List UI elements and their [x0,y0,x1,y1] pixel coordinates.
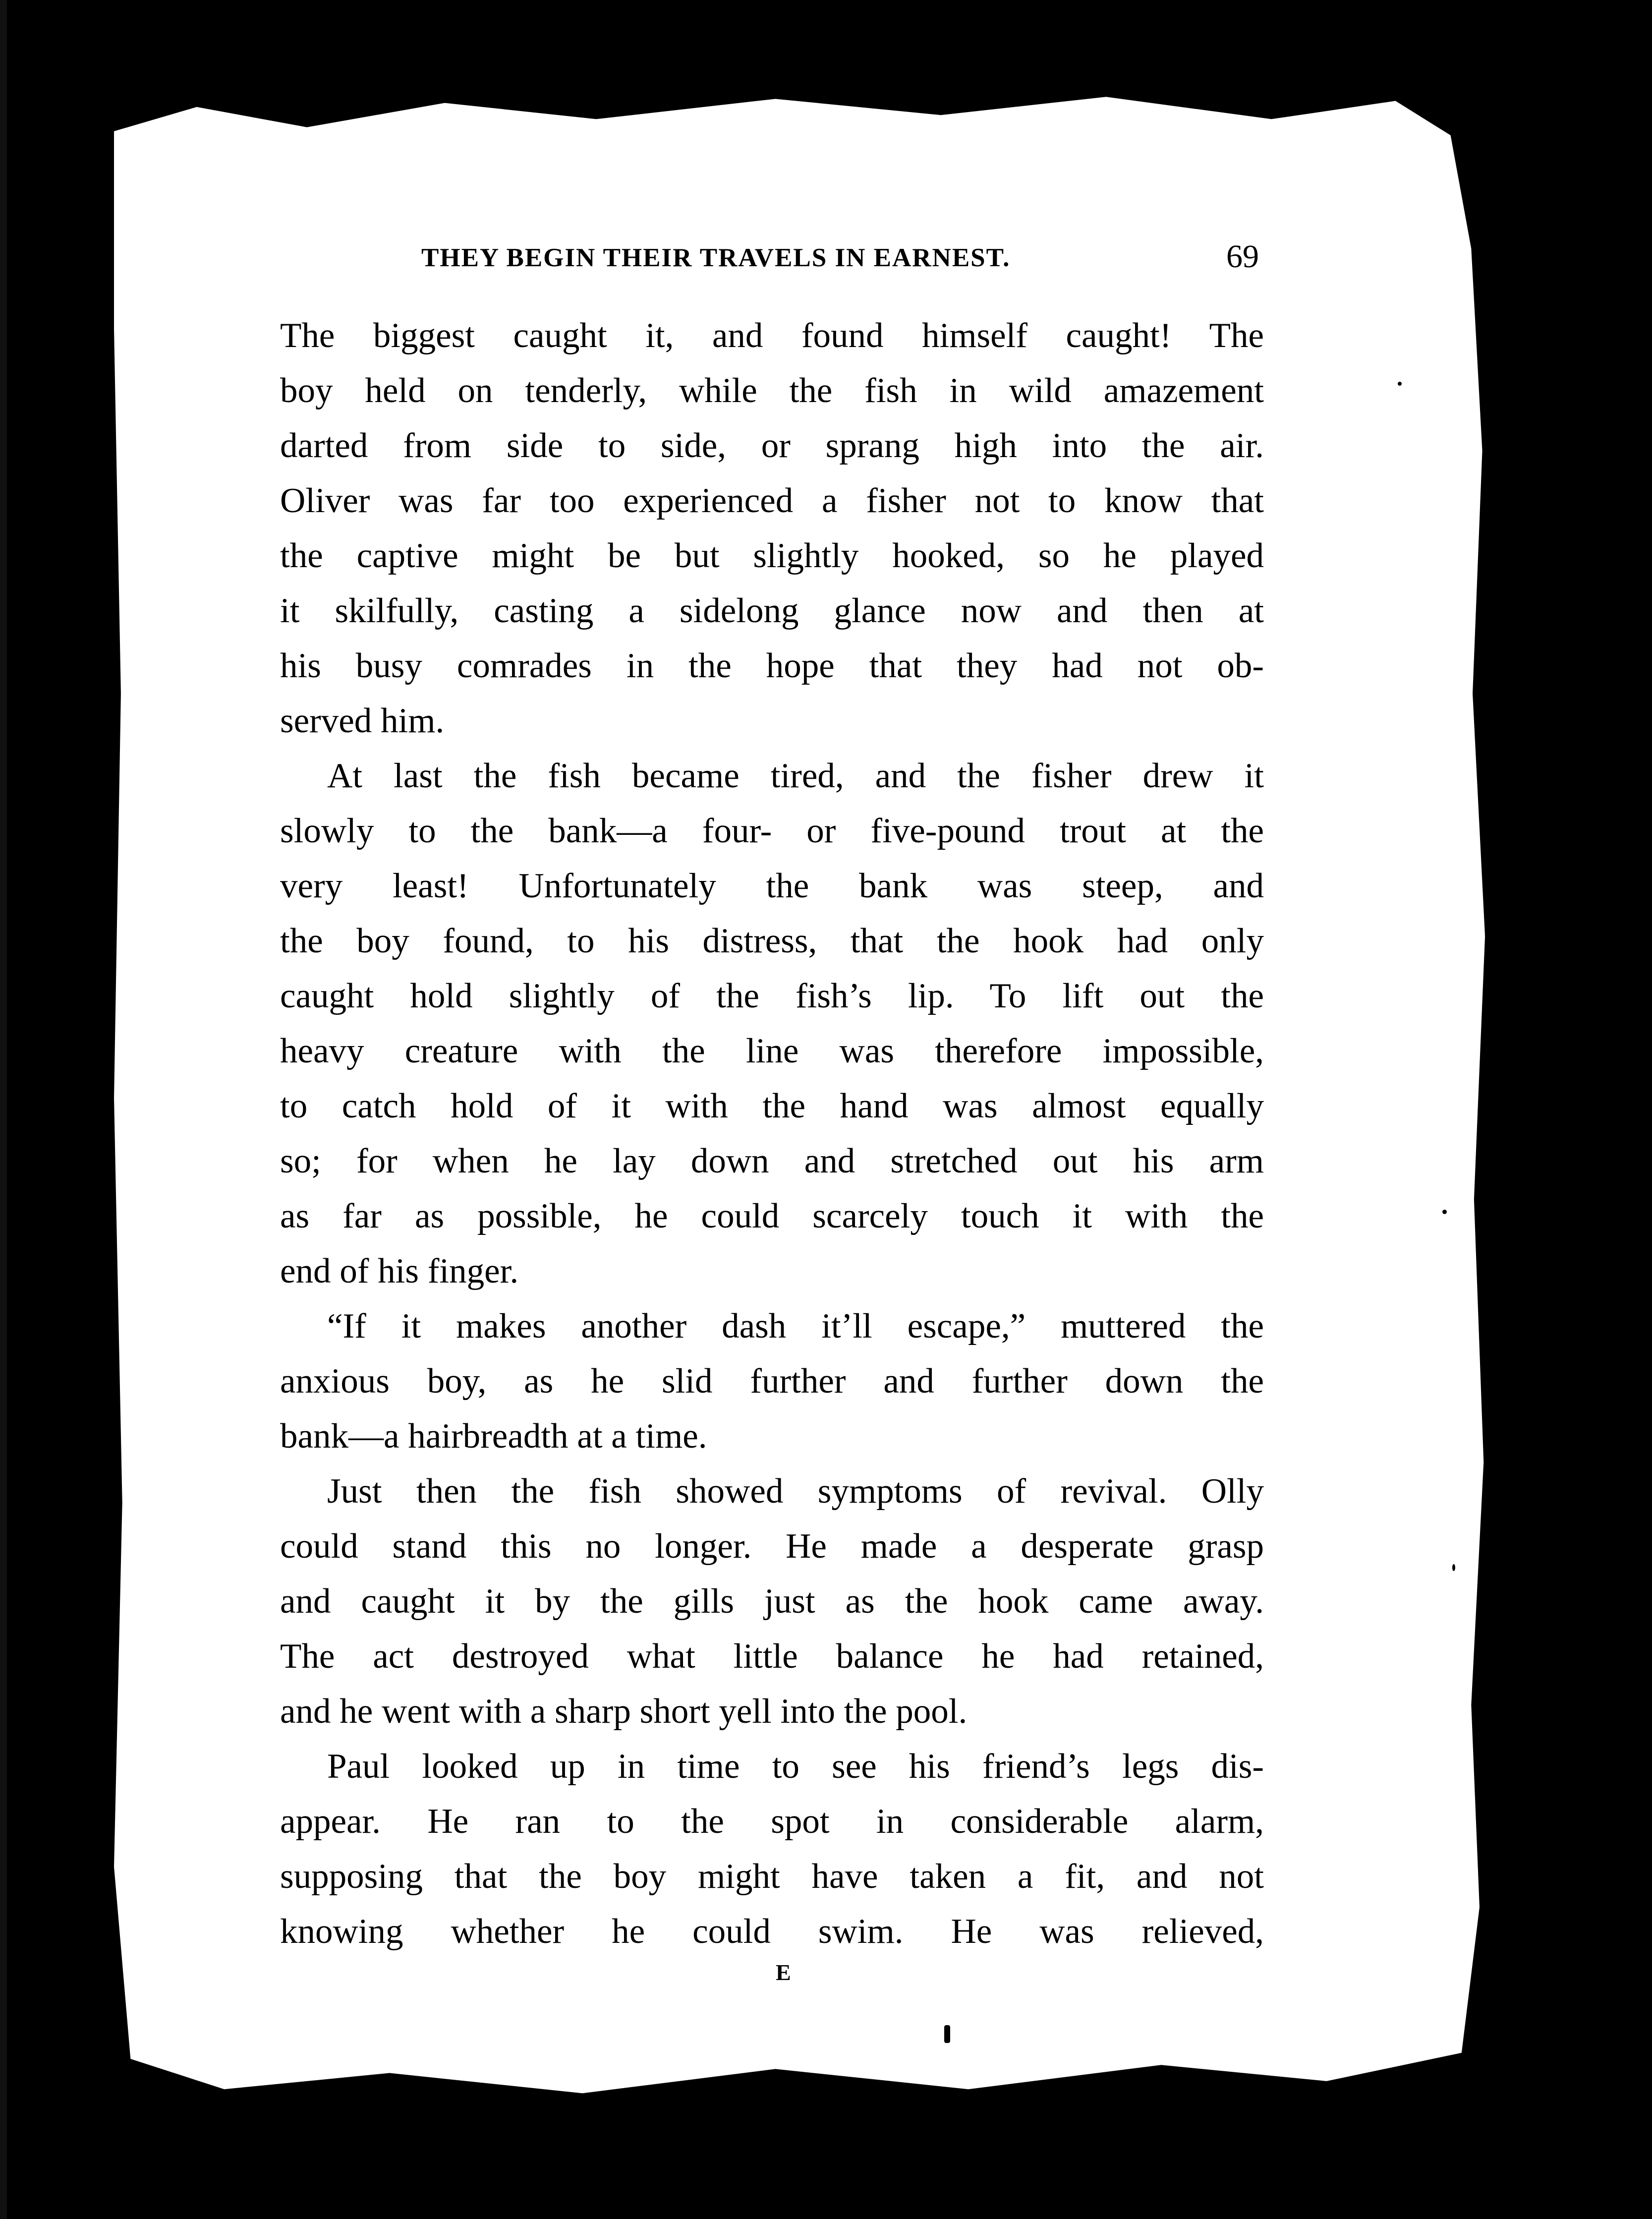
text-line: knowing whether he could swim. He was relieved, [280,1912,1264,1951]
text-line: as far as possible, he could scarcely touch it with the [280,1197,1264,1235]
text-line: to catch hold of it with the hand was almost equally [280,1087,1264,1125]
page-number: 69 [1226,238,1259,275]
body-text [280,308,1264,1959]
text-line: could stand this no longer. He made a desperate grasp [280,1527,1264,1566]
text-line: it skilfully, casting a sidelong glance now and then at [280,591,1264,630]
text-line: served him. [280,701,445,740]
text-line: Just then the fish showed symptoms of revival. Olly [327,1472,1264,1511]
text-line: end of his finger. [280,1252,519,1290]
text-line: The act destroyed what little balance he had retained, [280,1637,1264,1676]
text-line: caught hold slightly of the fish’s lip. To lift out the [280,977,1264,1015]
text-line: Oliver was far too experienced a fisher not to know that [280,481,1264,520]
page-header [278,238,1279,283]
text-line: very least! Unfortunately the bank was steep, and [280,867,1264,905]
text-line: appear. He ran to the spot in considerable alarm, [280,1802,1264,1841]
page-binding-edge [99,109,112,2092]
scan-speck [1442,1210,1447,1214]
text-line: boy held on tenderly, while the fish in wild amazement [280,371,1264,410]
text-line: “If it makes another dash it’ll escape,” muttered the [327,1307,1264,1345]
scan-gutter [0,0,7,2219]
scan-speck [1452,1564,1455,1571]
text-line: The biggest caught it, and found himself caught! The [280,316,1264,355]
text-line: and he went with a sharp short yell into the pool. [280,1692,968,1731]
text-line: so; for when he lay down and stretched out his arm [280,1142,1264,1180]
text-line: At last the fish became tired, and the fisher drew it [327,757,1264,795]
text-line: anxious boy, as he slid further and further down the [280,1362,1264,1401]
text-line: the captive might be but slightly hooked, so he played [280,536,1264,575]
scan-speck [944,2025,950,2043]
signature-mark: E [776,1960,791,1985]
text-line: supposing that the boy might have taken a fit, and not [280,1857,1264,1896]
scan-speck [1398,382,1402,386]
text-line: heavy creature with the line was therefore impossible, [280,1032,1264,1070]
text-line: slowly to the bank—a four- or five-pound trout at the [280,812,1264,850]
running-title: THEY BEGIN THEIR TRAVELS IN EARNEST. [421,243,1011,272]
text-line: Paul looked up in time to see his friend’s legs dis- [327,1747,1264,1786]
text-line: and caught it by the gills just as the hook came away. [280,1582,1264,1621]
text-line: his busy comrades in the hope that they had not ob- [280,646,1264,685]
text-line: bank—a hairbreadth at a time. [280,1417,707,1456]
text-line: the boy found, to his distress, that the hook had only [280,922,1264,960]
text-line: darted from side to side, or sprang high into the air. [280,426,1264,465]
